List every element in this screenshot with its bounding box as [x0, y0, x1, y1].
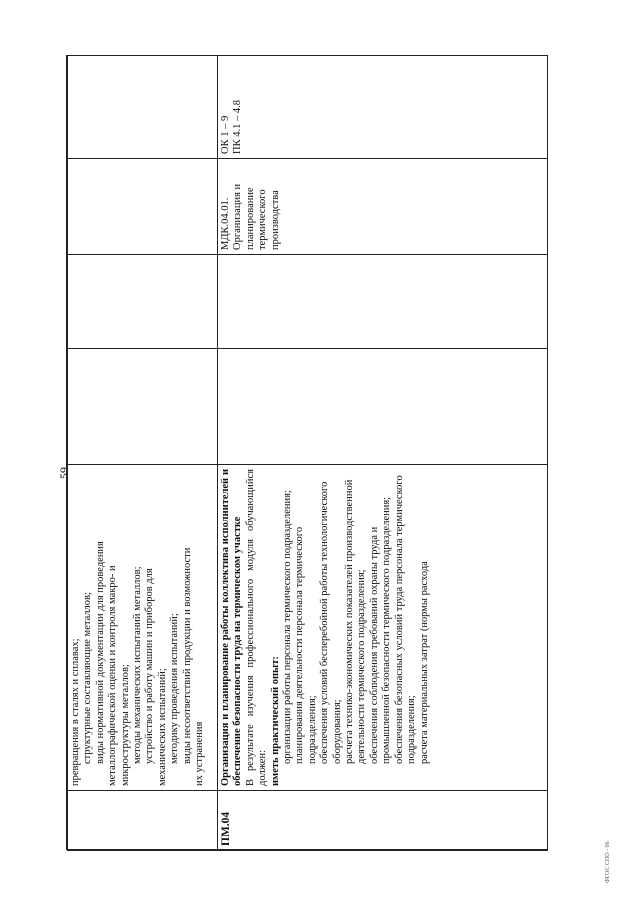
competencies-cell	[218, 56, 548, 159]
experience-item: обеспечения безопасных условий труда персонала термического подразделения;	[393, 475, 418, 764]
page-number: 59	[57, 467, 71, 479]
experience-item: организации работы персонала термического подразделения;	[282, 490, 294, 764]
experience-item: расчета материальных затрат (нормы расхода	[418, 561, 430, 764]
content-cell	[68, 465, 218, 791]
content-line: их устранения	[194, 721, 206, 786]
competencies-cell	[68, 56, 218, 159]
experience-item: обеспечения соблюдения требований охраны труда и промышленной безопасности термического подразделения;	[368, 496, 393, 764]
module-intro: В результате изучения профессионального модуля обучающийся должен:	[244, 469, 269, 786]
experience-item: обеспечения условий бесперебойной работы технологического оборудования;	[319, 481, 343, 764]
module-title: Организация и планирование работы коллектива исполнителей и обеспечение безопасности труда на термическом участке	[220, 469, 244, 786]
table-row-upper	[68, 56, 218, 851]
content-cell	[218, 465, 548, 791]
content-line: методику проведения испытаний;	[169, 613, 181, 764]
module-code-cell: ПМ.04	[218, 791, 548, 851]
table-row-pm04	[218, 56, 548, 851]
footer-code: ФГОС СПО - 06	[605, 841, 611, 883]
content-line: механических испытаний;	[156, 668, 168, 786]
content-line: методы механических испытаний металлов;	[132, 566, 144, 764]
module-code-cell	[68, 791, 218, 851]
content-line: структурные составляющие металлов;	[82, 592, 94, 764]
content-line: виды нормативной документации для проведения	[94, 541, 106, 764]
content-line: превращения в сталях и сплавах;	[70, 638, 81, 786]
content-line: микроструктуры металлов;	[119, 664, 131, 786]
content-line: устройство и работу машин и приборов для	[144, 568, 156, 764]
curriculum-table-frame	[66, 55, 548, 850]
experience-item: расчета технико-экономических показателей производственной деятельности термического подразделения;	[344, 479, 368, 764]
mdk-cell	[68, 159, 218, 255]
competency-professional: ПК 4.1 – 4.8	[232, 100, 244, 154]
curriculum-table	[67, 55, 548, 851]
content-line: виды несоответствий продукции и возможности	[181, 547, 193, 764]
hours-required-cell	[218, 255, 548, 349]
experience-item: планирования деятельности персонала термического подразделения;	[294, 526, 318, 764]
hours-total-cell	[68, 349, 218, 465]
competency-general: ОК 1 – 9	[220, 115, 231, 154]
content-line: металлографической оценки и контроля макро- и	[107, 565, 119, 786]
mdk-cell: МДК.04.01. Организация и планирование термического производства	[218, 159, 548, 255]
experience-heading: иметь практический опыт:	[269, 656, 281, 786]
hours-total-cell	[218, 349, 548, 465]
rotated-table-container	[67, 56, 549, 851]
hours-required-cell	[68, 255, 218, 349]
